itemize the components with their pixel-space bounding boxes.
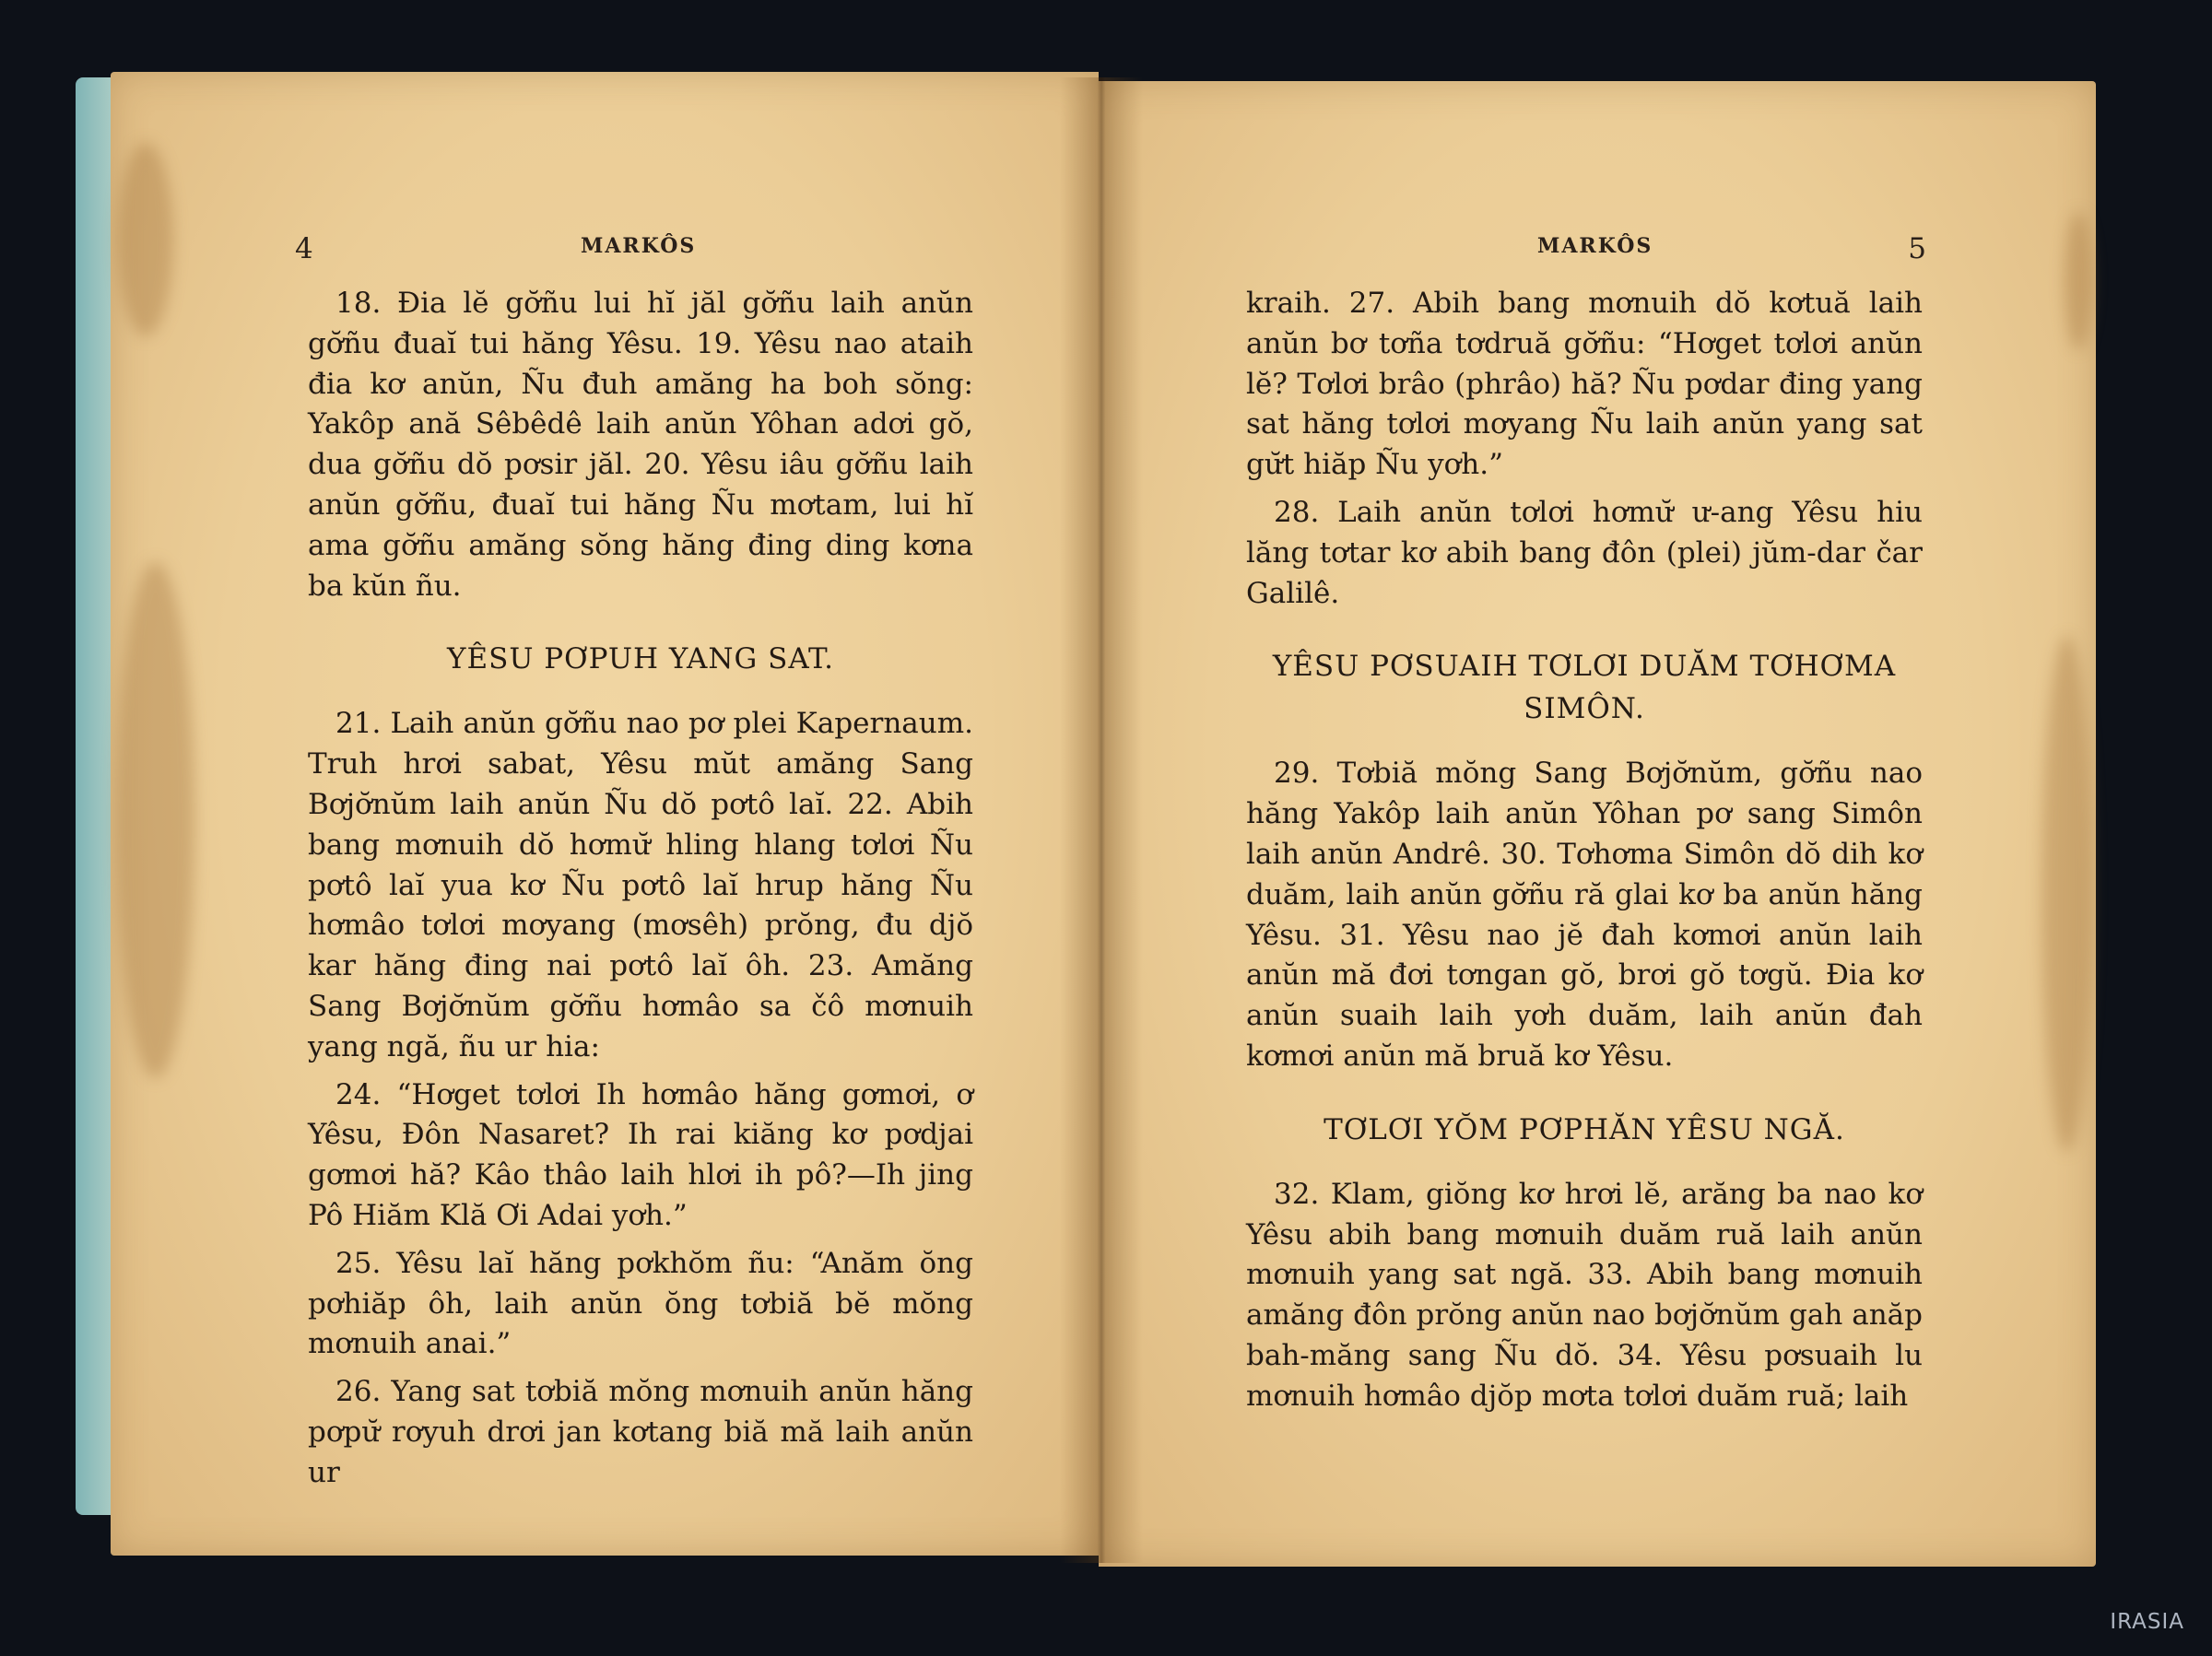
section-heading: TƠLƠI YŎM PƠPHĂN YÊSU NGĂ. bbox=[1324, 1112, 1845, 1146]
paragraph: 21. Laih anŭn gơ̆ñu nao pơ plei Kapernaum. Truh hrơi sabat, Yêsu mŭt amăng Sang Bơjơ̆nŭm laih anŭn Ñu dŏ pơtô laĭ. 22. Abih bang mơnuih dŏ hơmư̆ hling hlang tơlơi Ñu pơtô laĭ yua kơ Ñu pơtô laĭ hrup hăng Ñu hơmâo tơlơi mơyang (mơsêh) prŏng, đu djŏ kar hăng đing nai pơtô laĭ ôh. 23. Amăng Sang Bơjơ̆nŭm gơ̆ñu hơmâo sa čô mơnuih yang ngă, ñu ur hia: bbox=[308, 707, 973, 1063]
book-gutter bbox=[1060, 77, 1143, 1563]
right-page-text bbox=[1246, 284, 1923, 1425]
paragraph: 26. Yang sat tơbiă mŏng mơnuih anŭn hăng pơpư̆ rơyuh drơi jan kơtang biă mă laih anŭn ur bbox=[308, 1375, 973, 1489]
paragraph: 18. Đia lĕ gơ̆ñu lui hĭ jăl gơ̆ñu laih anŭn gơ̆ñu đuaĭ tui hăng Yêsu. 19. Yêsu nao ataih đia kơ anŭn, Ñu đuh amăng ha boh sŏng: Yakôp ană Sêbêdê laih anŭn Yôhan adơi gŏ, dua gơ̆ñu dŏ pơsir jăl. 20. Yêsu iâu gơ̆ñu laih anŭn gơ̆ñu, đuaĭ tui hăng Ñu mơtam, lui hĭ ama gơ̆ñu amăng sŏng hăng đing ding kơna ba kŭn ñu. bbox=[308, 287, 973, 603]
paragraph: 32. Klam, giŏng kơ hrơi lĕ, arăng ba nao kơ Yêsu abih bang mơnuih duăm ruă laih anŭn mơnuih yang sat ngă. 33. Abih bang mơnuih amăng đôn prŏng anŭn nao bơjơ̆nŭm gah anăp bah-măng sang Ñu dŏ. 34. Yêsu pơsuaih lu mơnuih hơmâo djŏp mơta tơlơi duăm ruă; laih bbox=[1246, 1177, 1923, 1413]
right-running-title: MARKÔS bbox=[1537, 234, 1653, 258]
paragraph: 28. Laih anŭn tơlơi hơmư̆ ư-ang Yêsu hiu lăng tơtar kơ abih bang đôn (plei) jŭm-dar čar Galilê. bbox=[1246, 495, 1923, 610]
left-running-title: MARKÔS bbox=[581, 234, 697, 258]
left-stain-top bbox=[118, 143, 173, 336]
right-stain-middle bbox=[2041, 636, 2092, 1152]
right-page-header bbox=[1244, 232, 1926, 269]
continued-paragraph: kraih. 27. Abih bang mơnuih dŏ kơtuă laih anŭn bơ tơña tơdruă gơ̆ñu: “Hơget tơlơi anŭn lĕ? Tơlơi brâo (phrâo) hă? Ñu pơdar đing yang sat hăng tơlơi mơyang Ñu laih anŭn yang sat gư̆t hiăp Ñu yơh.” bbox=[1246, 287, 1923, 482]
watermark: IRASIA bbox=[2110, 1610, 2184, 1634]
section-heading: YÊSU PƠSUAIH TƠLƠI DUĂM TƠHƠMA SIMÔN. bbox=[1272, 650, 1897, 726]
left-page-number: 4 bbox=[295, 232, 313, 265]
paragraph: 29. Tơbiă mŏng Sang Bơjơ̆nŭm, gơ̆ñu nao hăng Yakôp laih anŭn Yôhan pơ sang Simôn laih anŭn Andrê. 30. Tơhơma Simôn dŏ dih kơ duăm, laih anŭn gơ̆ñu ră glai kơ ba anŭn hăng Yêsu. 31. Yêsu nao jĕ đah kơmơi anŭn laih anŭn mă đơi tơngan gŏ, brơi gŏ tơgŭ. Đia kơ anŭn suaih laih yơh duăm, laih anŭn đah kơmơi anŭn mă bruă kơ Yêsu. bbox=[1246, 757, 1923, 1073]
section-heading: YÊSU PƠPUH YANG SAT. bbox=[446, 642, 834, 676]
left-page-header bbox=[295, 232, 995, 269]
right-page-number: 5 bbox=[1908, 232, 1926, 265]
left-page-text bbox=[308, 284, 973, 1501]
right-stain-top bbox=[2065, 212, 2092, 350]
paragraph: 25. Yêsu laĭ hăng pơkhŏm ñu: “Anăm ŏng pơhiăp ôh, laih anŭn ŏng tơbiă bĕ mŏng mơnuih anai.” bbox=[308, 1246, 973, 1361]
left-stain-middle bbox=[116, 562, 194, 1078]
paragraph: 24. “Hơget tơlơi Ih hơmâo hăng gơmơi, ơ Yêsu, Đôn Nasaret? Ih rai kiăng kơ pơdjai gơmơi hă? Kâo thâo laih hlơi ih pô?—Ih jing Pô Hiăm Klă Ơi Adai yơh.” bbox=[308, 1077, 973, 1232]
